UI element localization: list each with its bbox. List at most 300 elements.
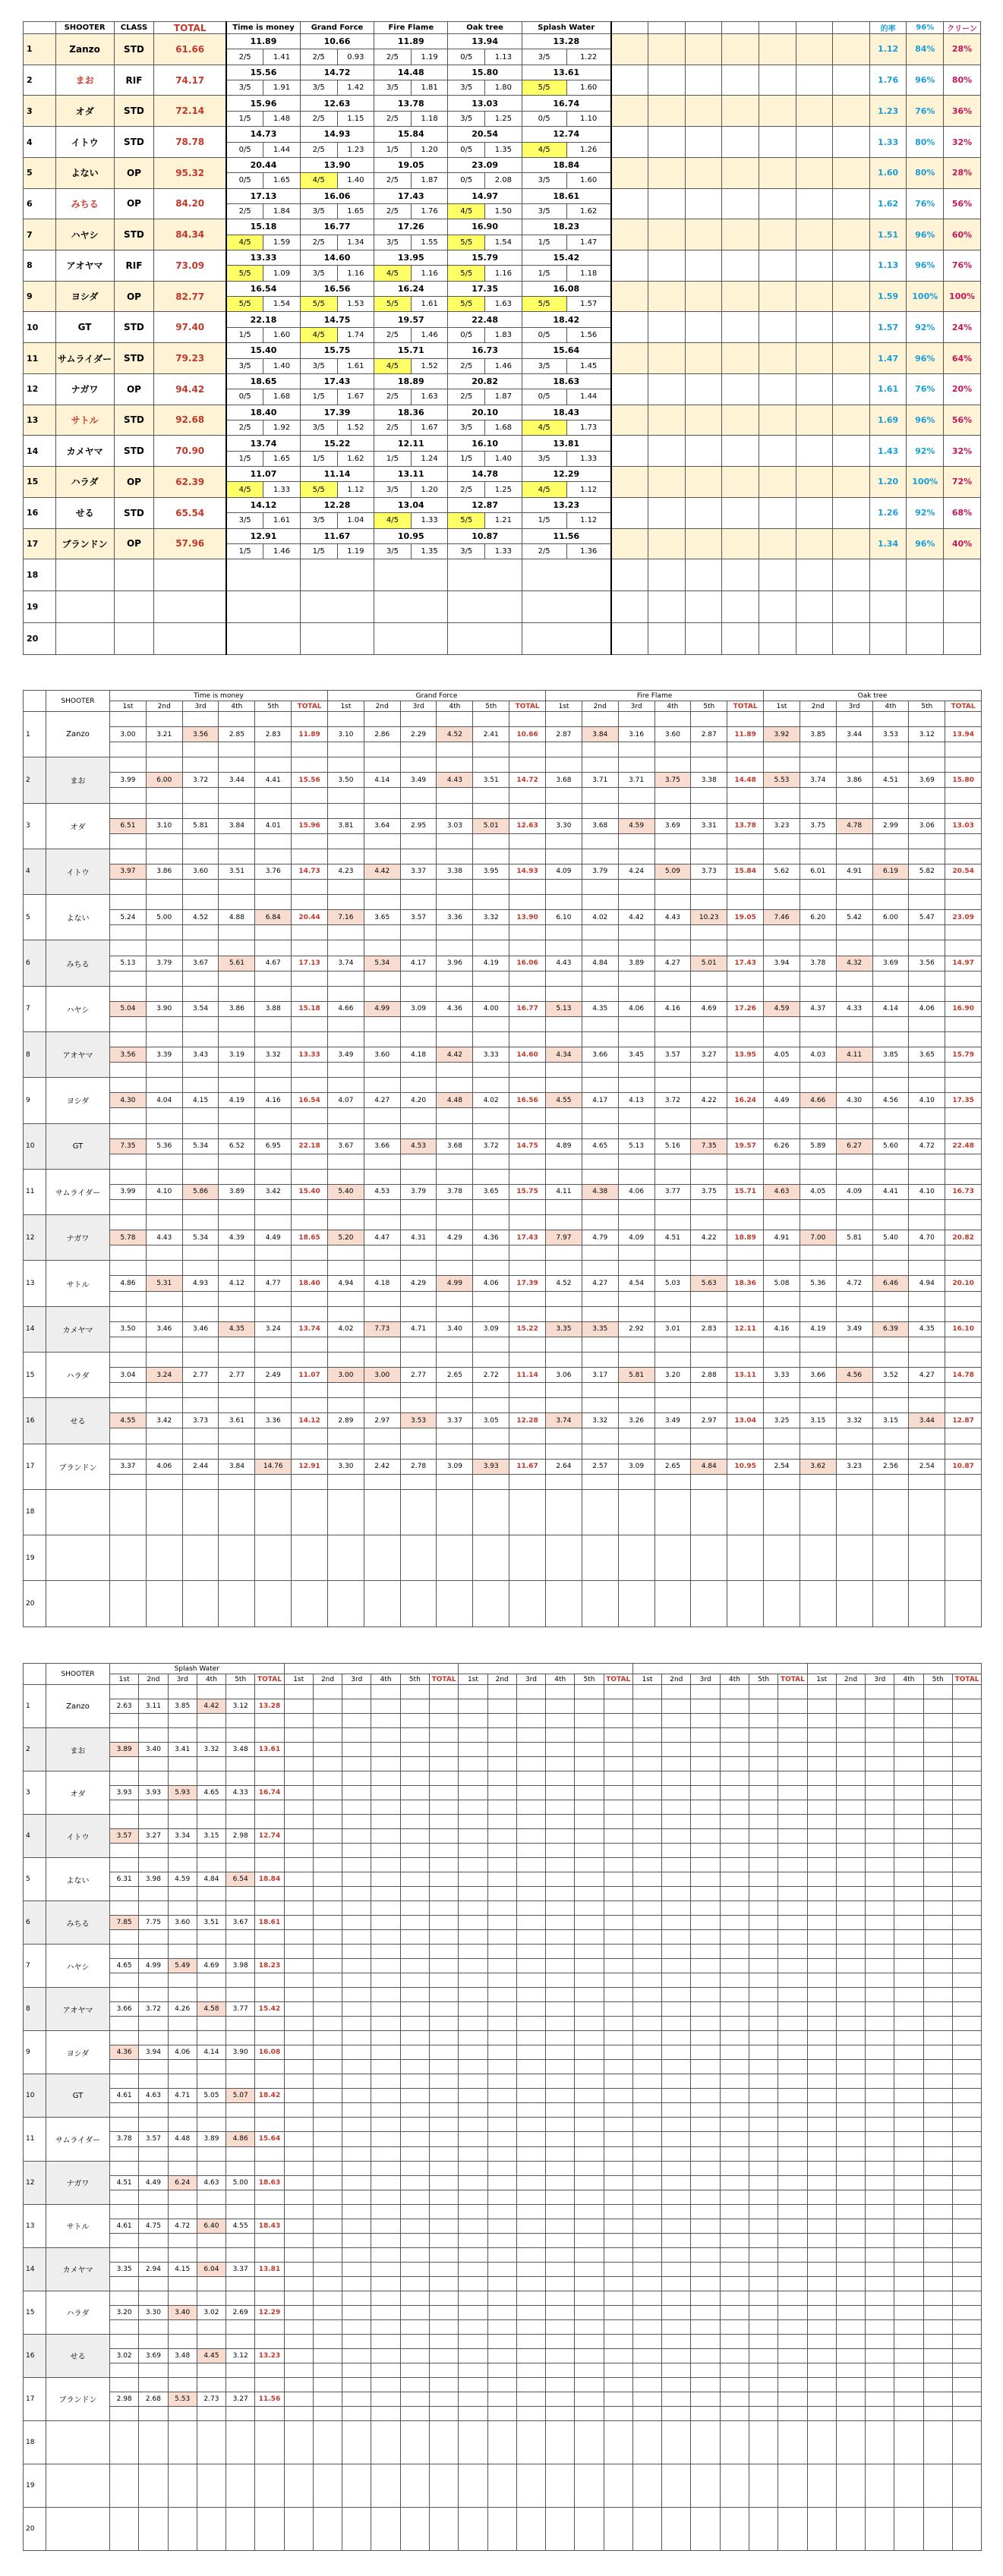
mark-cell xyxy=(749,2146,778,2161)
mark-cell xyxy=(546,2406,575,2420)
split-cell xyxy=(654,849,691,864)
shot-time: 5.36 xyxy=(800,1276,836,1291)
blank-cell xyxy=(648,436,685,467)
blank-cell xyxy=(722,219,759,250)
stage-hits: 1/5 xyxy=(300,451,337,466)
blank-cell xyxy=(759,219,796,250)
split-cell xyxy=(400,2161,429,2175)
stage-total: 15.56 xyxy=(292,773,328,788)
split-cell xyxy=(400,1815,429,1829)
split-cell xyxy=(292,757,328,773)
split-cell xyxy=(866,1771,894,1786)
mark-cell xyxy=(909,788,945,803)
mark-cell xyxy=(618,1337,654,1352)
shot-time: 3.57 xyxy=(654,1047,691,1063)
stage-time: 18.42 xyxy=(522,312,611,327)
split-cell xyxy=(219,940,255,956)
stage-time: 13.90 xyxy=(300,157,374,172)
summary-row xyxy=(24,219,981,235)
shot-time: 4.43 xyxy=(546,956,582,971)
mark-cell xyxy=(778,1887,807,1901)
split-cell xyxy=(400,2334,429,2348)
blank-cell xyxy=(833,436,870,467)
split-cell xyxy=(437,895,473,910)
split-cell xyxy=(437,1123,473,1138)
empty-cell xyxy=(546,2348,575,2363)
split-cell xyxy=(952,2377,981,2392)
split-cell xyxy=(255,2031,284,2045)
mark-cell xyxy=(400,1714,429,1728)
empty-cell xyxy=(691,1959,720,1973)
shot-time: 5.42 xyxy=(836,910,872,925)
split-cell xyxy=(292,1352,328,1367)
stage-split: 1.26 xyxy=(566,142,611,157)
split-cell xyxy=(182,757,219,773)
blank-cell xyxy=(759,497,796,528)
mark-cell xyxy=(255,2146,284,2161)
blank-cell xyxy=(611,157,648,188)
mark-cell xyxy=(546,2146,575,2161)
blank-cell xyxy=(611,373,648,405)
mark-cell xyxy=(720,1714,749,1728)
mark-cell xyxy=(894,2363,923,2377)
stage-total: 11.89 xyxy=(727,727,764,742)
header-sub: 4th xyxy=(720,1674,749,1685)
stage-split: 1.21 xyxy=(485,513,522,528)
shooter-name xyxy=(46,1489,110,1535)
split-cell xyxy=(473,803,509,818)
mark-cell xyxy=(313,2406,342,2420)
shot-time: 3.46 xyxy=(182,1321,219,1337)
header-sub: 4th xyxy=(371,1674,400,1685)
empty-cell xyxy=(459,2219,487,2233)
shot-time: 2.83 xyxy=(691,1321,727,1337)
split-cell xyxy=(255,2334,284,2348)
mark-cell xyxy=(516,2017,545,2031)
shot-time: 3.42 xyxy=(146,1413,182,1428)
empty-cell xyxy=(604,2507,632,2550)
split-cell xyxy=(546,1988,575,2002)
detail-row-times xyxy=(24,1001,982,1016)
detail-row-marks xyxy=(24,1714,982,1728)
stage-total: 12.74 xyxy=(255,1829,284,1844)
mark-cell xyxy=(284,1930,313,1945)
mark-cell xyxy=(473,742,509,757)
mark-cell xyxy=(872,1016,909,1031)
stage-time: 12.28 xyxy=(300,497,374,512)
mark-cell xyxy=(749,2017,778,2031)
split-cell xyxy=(255,895,292,910)
detail-row-marks xyxy=(24,1337,982,1352)
mark-cell xyxy=(923,2319,952,2334)
mark-cell xyxy=(582,742,618,757)
split-cell xyxy=(168,2377,197,2392)
split-cell xyxy=(219,757,255,773)
split-cell xyxy=(800,803,836,818)
split-cell xyxy=(487,1901,516,1916)
empty-cell xyxy=(487,2089,516,2103)
empty-cell xyxy=(400,2305,429,2319)
stage-hits: 4/5 xyxy=(300,327,337,342)
mark-cell xyxy=(255,1844,284,1858)
empty-cell xyxy=(284,2420,313,2464)
mark-cell xyxy=(866,1973,894,1988)
empty-cell xyxy=(952,1699,981,1714)
mark-cell xyxy=(219,833,255,849)
split-cell xyxy=(923,2377,952,2392)
shot-time: 3.09 xyxy=(400,1001,437,1016)
split-cell xyxy=(909,1444,945,1459)
shooter-class: STD xyxy=(114,34,154,65)
mark-cell xyxy=(459,2276,487,2291)
mark-cell xyxy=(866,1757,894,1771)
shot-time: 3.99 xyxy=(110,1184,147,1199)
empty-cell xyxy=(807,1699,836,1714)
split-cell xyxy=(255,1169,292,1184)
mark-cell xyxy=(691,2060,720,2074)
empty-cell xyxy=(691,2045,720,2060)
shooter-name: せる xyxy=(55,497,114,528)
mark-cell xyxy=(255,1887,284,1901)
empty-cell xyxy=(952,1872,981,1887)
split-cell xyxy=(582,1169,618,1184)
shooter-name: アオヤマ xyxy=(46,1988,110,2031)
header-sub: 5th xyxy=(400,1674,429,1685)
split-cell xyxy=(284,1945,313,1959)
split-cell xyxy=(749,2031,778,2045)
blank-cell xyxy=(611,591,648,623)
shot-time: 2.85 xyxy=(219,727,255,742)
empty-cell xyxy=(292,1489,328,1535)
blank-cell xyxy=(833,405,870,436)
split-cell xyxy=(487,1771,516,1786)
shot-time: 3.45 xyxy=(618,1047,654,1063)
shooter-name: GT xyxy=(46,1123,110,1169)
empty-cell xyxy=(836,2420,865,2464)
mark-cell xyxy=(342,2276,371,2291)
split-cell xyxy=(473,1306,509,1321)
mark-cell xyxy=(866,2146,894,2161)
mark-cell xyxy=(110,2103,139,2118)
header-sub: TOTAL xyxy=(945,701,982,712)
mark-cell xyxy=(110,742,147,757)
split-cell xyxy=(575,2118,604,2132)
detail-row-marks xyxy=(24,2017,982,2031)
split-cell xyxy=(487,2377,516,2392)
split-cell xyxy=(546,1685,575,1699)
mark-cell xyxy=(473,1154,509,1169)
empty-cell xyxy=(313,1959,342,1973)
empty-cell xyxy=(582,1581,618,1627)
ninety-six-cell: 96% xyxy=(907,65,944,96)
blank-cell xyxy=(648,188,685,219)
stage-time: 15.84 xyxy=(374,127,448,142)
mark-cell xyxy=(575,1714,604,1728)
mark-cell xyxy=(342,2363,371,2377)
empty-cell xyxy=(400,2262,429,2276)
split-cell xyxy=(437,849,473,864)
mark-cell xyxy=(473,1108,509,1123)
split-cell xyxy=(909,1031,945,1047)
empty-cell xyxy=(923,1699,952,1714)
mark-cell xyxy=(219,971,255,986)
stage-time: 18.40 xyxy=(226,405,300,420)
empty-cell xyxy=(546,2464,575,2507)
shot-time: 2.97 xyxy=(364,1413,400,1428)
shot-time: 4.99 xyxy=(364,1001,400,1016)
mark-cell xyxy=(662,1714,691,1728)
split-cell xyxy=(582,712,618,727)
mark-cell xyxy=(575,2276,604,2291)
mark-cell xyxy=(146,1291,182,1306)
split-cell xyxy=(400,1306,437,1321)
stage-split: 1.55 xyxy=(411,235,448,250)
stage-total: 18.63 xyxy=(255,2175,284,2190)
split-cell xyxy=(720,1988,749,2002)
split-cell xyxy=(473,1352,509,1367)
mark-cell xyxy=(945,1428,982,1444)
empty-cell xyxy=(866,2464,894,2507)
mark-cell xyxy=(909,833,945,849)
split-cell xyxy=(219,1169,255,1184)
stage-time: 15.22 xyxy=(300,436,374,451)
split-cell xyxy=(400,757,437,773)
split-cell xyxy=(182,1261,219,1276)
mark-cell xyxy=(909,1016,945,1031)
split-cell xyxy=(146,1123,182,1138)
empty-cell xyxy=(952,2132,981,2146)
row-number: 8 xyxy=(24,250,56,282)
mark-cell xyxy=(662,2060,691,2074)
split-cell xyxy=(807,1858,836,1872)
split-cell xyxy=(952,1728,981,1743)
empty-cell xyxy=(720,2002,749,2017)
split-cell xyxy=(437,940,473,956)
empty-cell xyxy=(400,2089,429,2103)
mark-cell xyxy=(516,1930,545,1945)
empty-cell xyxy=(662,2305,691,2319)
empty-cell xyxy=(342,2175,371,2190)
split-cell xyxy=(618,940,654,956)
mark-cell xyxy=(516,2146,545,2161)
stage-split: 1.52 xyxy=(411,358,448,373)
empty-cell xyxy=(575,1743,604,1757)
mark-cell xyxy=(110,2233,139,2247)
mark-cell xyxy=(139,2017,168,2031)
split-cell xyxy=(894,1945,923,1959)
split-cell xyxy=(764,1306,800,1321)
summary-row xyxy=(24,528,981,543)
row-number: 3 xyxy=(24,803,46,849)
blank-cell xyxy=(722,467,759,498)
empty-cell xyxy=(604,2089,632,2103)
split-cell xyxy=(342,2074,371,2089)
mark-cell xyxy=(945,788,982,803)
split-cell xyxy=(342,2031,371,2045)
split-cell xyxy=(146,1398,182,1413)
shooter-class: STD xyxy=(114,436,154,467)
blank-cell xyxy=(611,405,648,436)
mark-cell xyxy=(400,1200,437,1215)
stage-total: 14.93 xyxy=(509,864,546,879)
split-cell xyxy=(459,2334,487,2348)
shooter-total: 57.96 xyxy=(154,528,226,559)
empty-cell xyxy=(487,2045,516,2060)
split-cell xyxy=(909,849,945,864)
empty-cell xyxy=(952,2262,981,2276)
stage-split: 1.19 xyxy=(411,49,448,65)
stage-time: 22.48 xyxy=(448,312,522,327)
shot-time: 4.06 xyxy=(146,1459,182,1474)
shot-time: 3.66 xyxy=(800,1368,836,1383)
detail-subheader-row xyxy=(24,1674,982,1685)
shot-time: 4.09 xyxy=(836,1184,872,1199)
mark-cell xyxy=(371,2146,400,2161)
split-cell xyxy=(219,1398,255,1413)
mark-cell xyxy=(836,1714,865,1728)
stage-split: 1.09 xyxy=(263,266,301,281)
split-cell xyxy=(604,2377,632,2392)
split-cell xyxy=(800,849,836,864)
mark-cell xyxy=(632,1714,661,1728)
split-cell xyxy=(226,1945,255,1959)
mark-cell xyxy=(945,1474,982,1489)
blank-cell xyxy=(722,34,759,65)
split-cell xyxy=(945,803,982,818)
header-stage: Splash Water xyxy=(110,1664,285,1674)
blank-cell xyxy=(796,343,833,374)
mark-cell xyxy=(328,833,364,849)
mark-cell xyxy=(487,2276,516,2291)
mark-cell xyxy=(749,2060,778,2074)
split-cell xyxy=(866,2291,894,2305)
empty-cell xyxy=(866,1959,894,1973)
stage-hits: 1/5 xyxy=(374,451,412,466)
shot-time: 3.56 xyxy=(110,1047,147,1063)
shot-time: 5.49 xyxy=(168,1959,197,1973)
stage-split: 1.91 xyxy=(263,80,301,96)
shooter-class: RIF xyxy=(114,65,154,96)
mark-cell xyxy=(909,880,945,895)
split-cell xyxy=(604,2118,632,2132)
detail-row-marks xyxy=(24,1063,982,1078)
empty-cell xyxy=(429,2507,458,2550)
shot-time: 4.56 xyxy=(836,1368,872,1383)
stage-time: 16.77 xyxy=(300,219,374,235)
split-cell xyxy=(872,940,909,956)
mark-cell xyxy=(400,971,437,986)
mark-cell xyxy=(866,2190,894,2204)
shooter-name: よない xyxy=(46,895,110,940)
mark-cell xyxy=(923,2363,952,2377)
shot-time: 14.76 xyxy=(255,1459,292,1474)
empty-cell xyxy=(284,1743,313,1757)
mark-cell xyxy=(923,1973,952,1988)
shot-time: 6.26 xyxy=(764,1138,800,1154)
split-cell xyxy=(575,2291,604,2305)
blank-cell xyxy=(611,559,648,591)
empty-cell xyxy=(923,2002,952,2017)
empty-cell xyxy=(546,2089,575,2103)
shot-time: 2.99 xyxy=(872,818,909,833)
split-cell xyxy=(313,1771,342,1786)
split-cell xyxy=(546,2247,575,2262)
split-cell xyxy=(764,1352,800,1367)
split-cell xyxy=(364,895,400,910)
mark-cell xyxy=(691,1063,727,1078)
split-cell xyxy=(662,2204,691,2219)
shot-time: 4.71 xyxy=(400,1321,437,1337)
split-cell xyxy=(342,2291,371,2305)
mark-cell xyxy=(110,1428,147,1444)
shot-time: 3.53 xyxy=(400,1413,437,1428)
split-cell xyxy=(509,895,546,910)
split-cell xyxy=(720,2074,749,2089)
split-cell xyxy=(720,1815,749,1829)
mark-cell xyxy=(691,1200,727,1215)
empty-cell xyxy=(255,1535,292,1581)
stage-total: 16.77 xyxy=(509,1001,546,1016)
shot-time: 4.19 xyxy=(219,1093,255,1108)
mark-cell xyxy=(582,833,618,849)
split-cell xyxy=(110,1444,147,1459)
mark-cell xyxy=(371,1844,400,1858)
split-cell xyxy=(509,1352,546,1367)
header-sub: 5th xyxy=(749,1674,778,1685)
empty-cell xyxy=(654,1535,691,1581)
empty-cell xyxy=(226,2507,255,2550)
empty-cell xyxy=(923,2219,952,2233)
blank-cell xyxy=(685,34,722,65)
empty-cell xyxy=(952,1916,981,1930)
split-cell xyxy=(110,1685,139,1699)
mark-cell xyxy=(604,2233,632,2247)
empty-cell xyxy=(807,2392,836,2406)
split-cell xyxy=(313,1901,342,1916)
stage-total: 12.11 xyxy=(727,1321,764,1337)
mark-cell xyxy=(923,2276,952,2291)
shot-time: 5.93 xyxy=(168,1786,197,1800)
shot-time: 5.89 xyxy=(800,1138,836,1154)
mark-cell xyxy=(764,1108,800,1123)
shot-time: 2.56 xyxy=(872,1459,909,1474)
blank-cell xyxy=(833,219,870,250)
shot-time: 5.05 xyxy=(197,2089,226,2103)
mark-cell xyxy=(691,1016,727,1031)
stage-total: 13.11 xyxy=(727,1368,764,1383)
shot-time: 2.63 xyxy=(110,1699,139,1714)
stage-time: 15.18 xyxy=(226,219,300,235)
split-cell xyxy=(575,1945,604,1959)
split-cell xyxy=(437,712,473,727)
stage-hits: 3/5 xyxy=(300,80,337,96)
split-cell xyxy=(197,2204,226,2219)
rate-cell xyxy=(869,591,907,623)
mark-cell xyxy=(807,1887,836,1901)
mark-cell xyxy=(654,1108,691,1123)
stage-split: 1.40 xyxy=(337,173,374,188)
mark-cell xyxy=(662,1800,691,1815)
empty-cell xyxy=(866,1743,894,1757)
mark-cell xyxy=(437,742,473,757)
mark-cell xyxy=(255,880,292,895)
row-number: 9 xyxy=(24,281,56,312)
mark-cell xyxy=(952,2319,981,2334)
header-sub: 5th xyxy=(691,701,727,712)
split-cell xyxy=(945,1352,982,1367)
shooter-class: STD xyxy=(114,127,154,158)
mark-cell xyxy=(836,925,872,940)
